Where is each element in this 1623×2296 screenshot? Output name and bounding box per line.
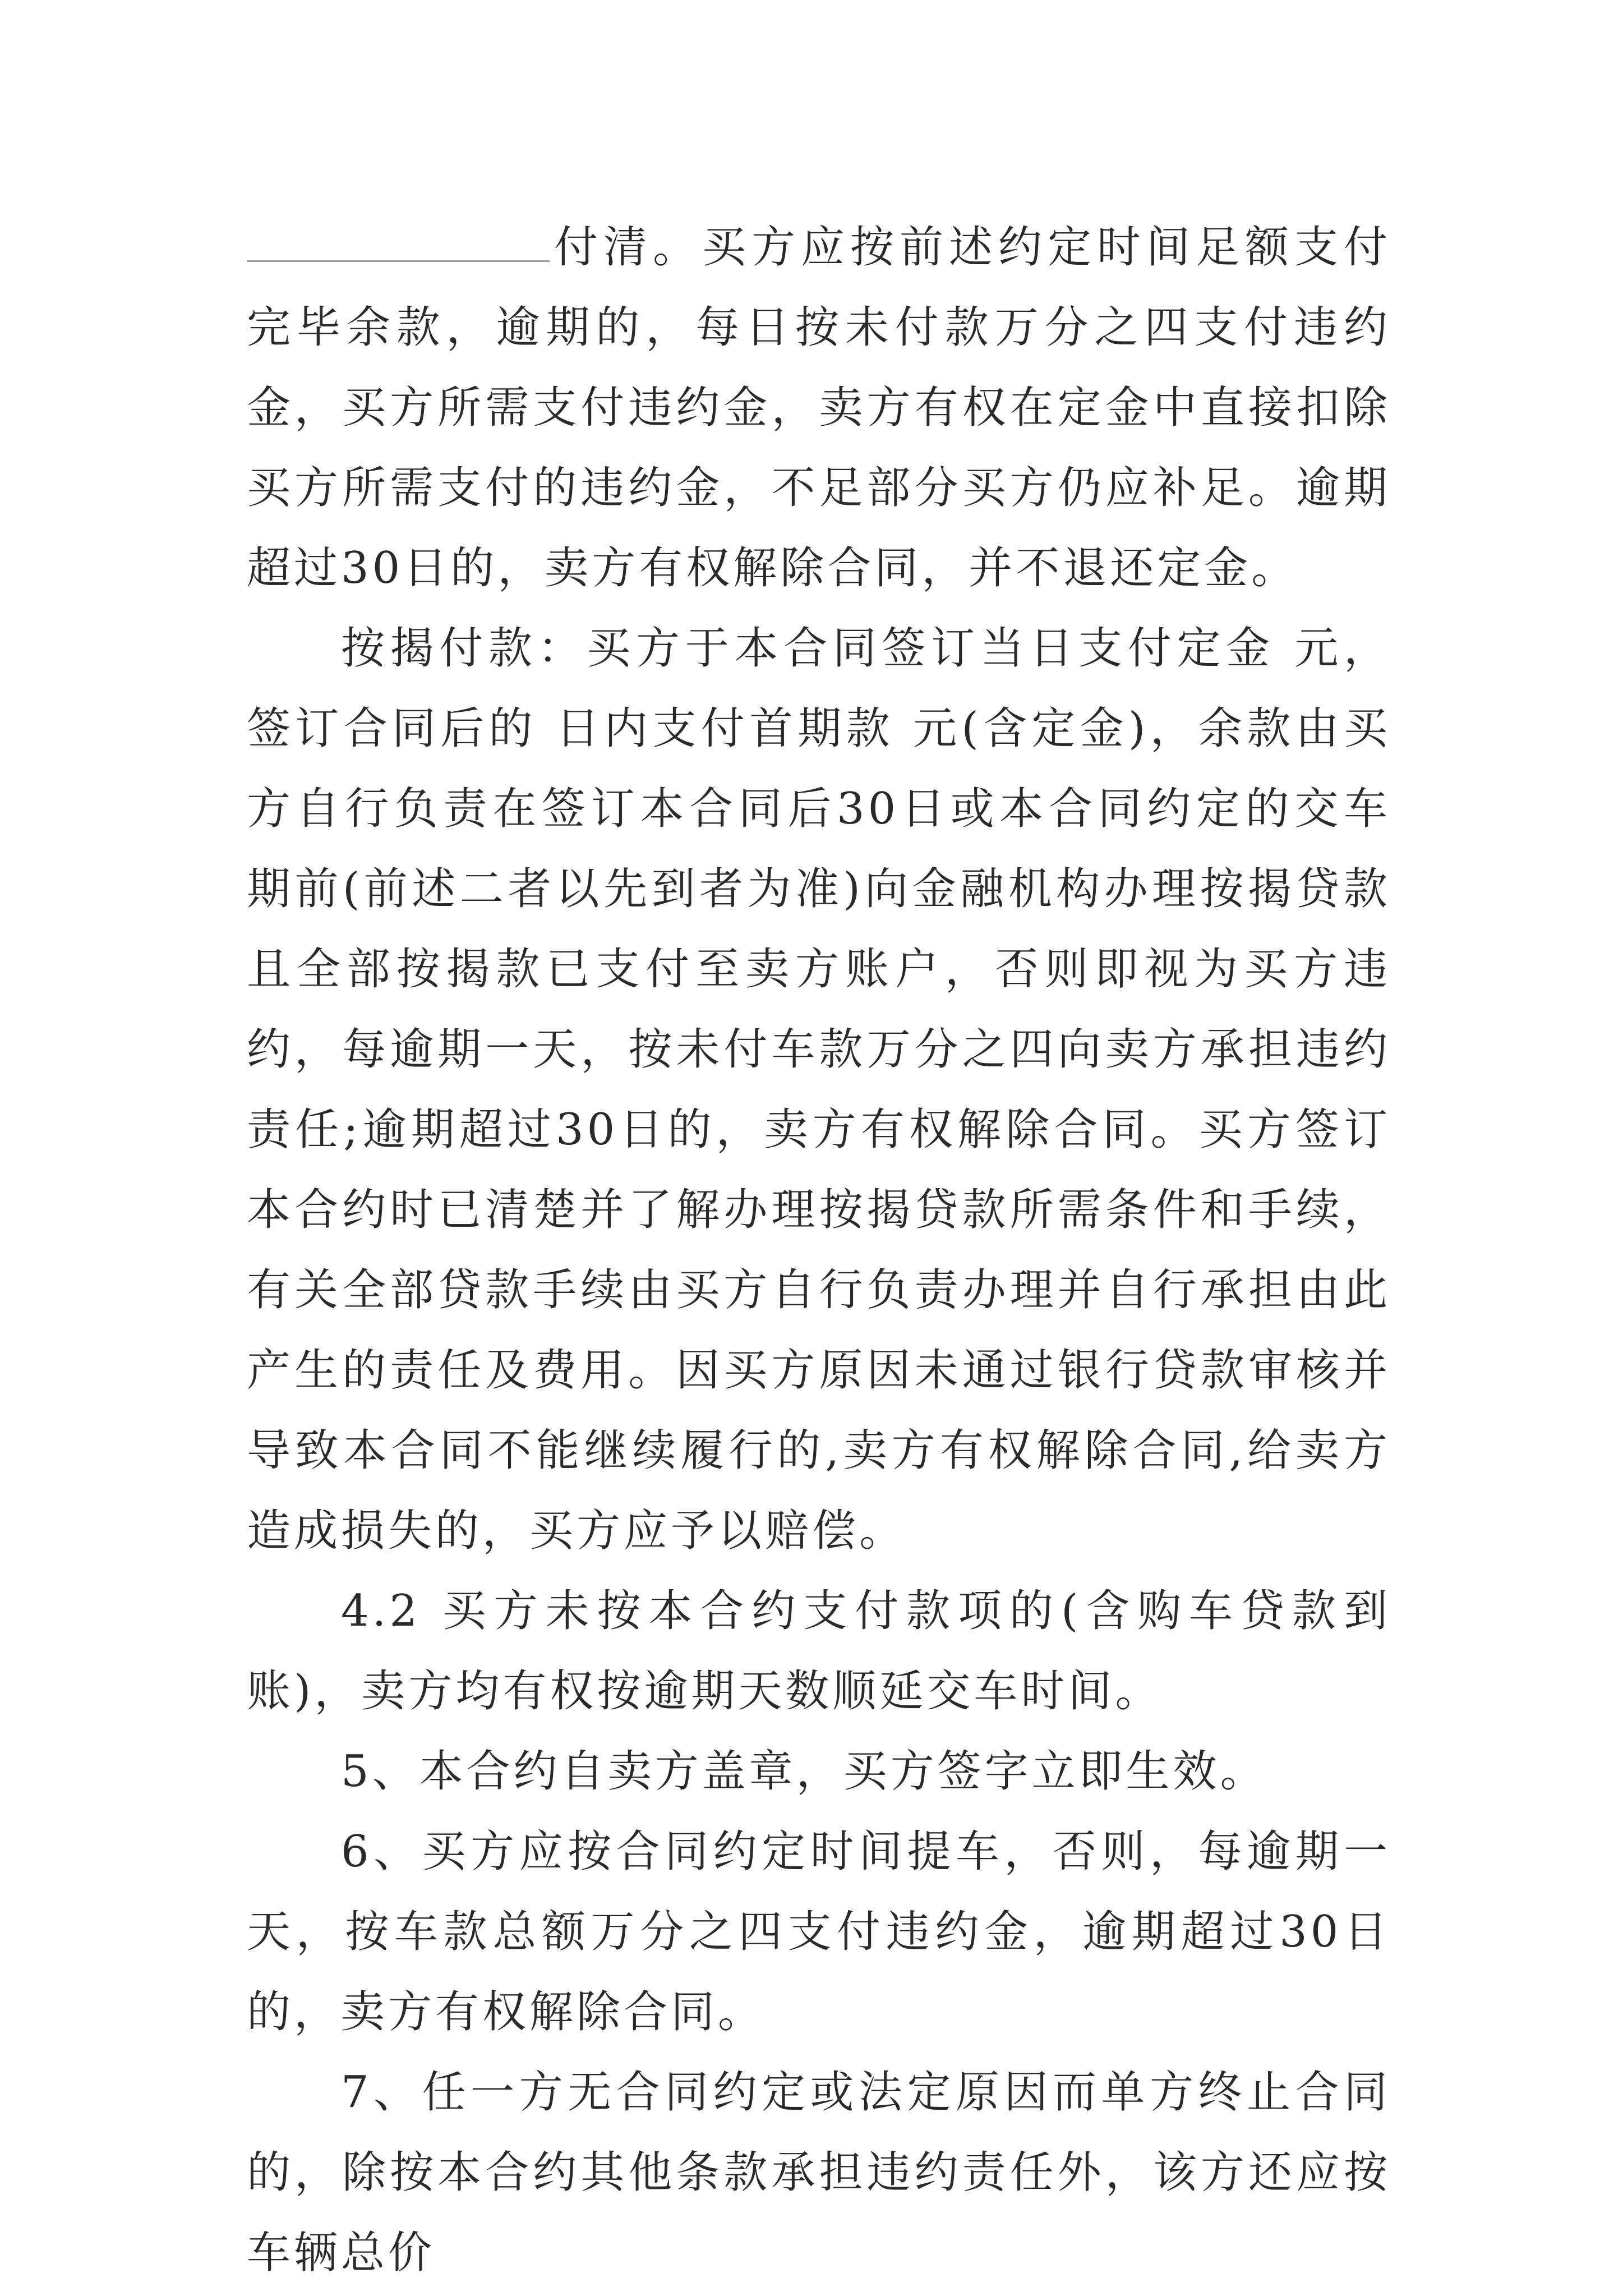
paragraph-mortgage-payment [247,609,1391,1571]
paragraph-text: 按揭付款：买方于本合同签订当日支付定金 元，签订合同后的 日内支付首期款 元(含定金)，余款由买方自行负责在签订本合同后30日或本合同约定的交车期前(前述二者以先到者为准)向金融机构办理按揭贷款且全部按揭款已支付至卖方账户，否则即视为买方违约，每逾期一天，按未付车款万分之四向卖方承担违约责任;逾期超过30日的，卖方有权解除合同。买方签订本合约时已清楚并了解办理按揭贷款所需条件和手续，有关全部贷款手续由买方自行负责办理并自行承担由此产生的责任及费用。因买方原因未通过银行贷款审核并导致本合同不能继续履行的,卖方有权解除合同,给卖方造成损失的，买方应予以赔偿。 [247,623,1391,1556]
paragraph-clause-7 [247,2053,1391,2293]
paragraph-clause-6 [247,1812,1391,2053]
paragraph-text: 6、买方应按合同约定时间提车，否则，每逾期一天，按车款总额万分之四支付违约金，逾期超过30日的，卖方有权解除合同。 [247,1826,1391,2037]
paragraph-clause-5 [247,1732,1391,1812]
paragraph-text: 5、本合约自卖方盖章，买方签字立即生效。 [341,1746,1267,1797]
document-body [247,208,1391,2293]
paragraph-clause-4-2 [247,1571,1391,1732]
paragraph-payment-full [247,208,1391,609]
fill-in-blank-line [247,221,550,262]
paragraph-text: 7、任一方无合同约定或法定原因而单方终止合同的，除按本合约其他条款承担违约责任外，该方还应按车辆总价 [247,2067,1391,2278]
paragraph-text: 付清。买方应按前述约定时间足额支付完毕余款，逾期的，每日按未付款万分之四支付违约金，买方所需支付违约金，卖方有权在定金中直接扣除买方所需支付的违约金，不足部分买方仍应补足。逾期超过30日的，卖方有权解除合同，并不退还定金。 [247,222,1391,593]
paragraph-text: 4.2 买方未按本合约支付款项的(含购车贷款到账)，卖方均有权按逾期天数顺延交车时间。 [247,1586,1391,1717]
